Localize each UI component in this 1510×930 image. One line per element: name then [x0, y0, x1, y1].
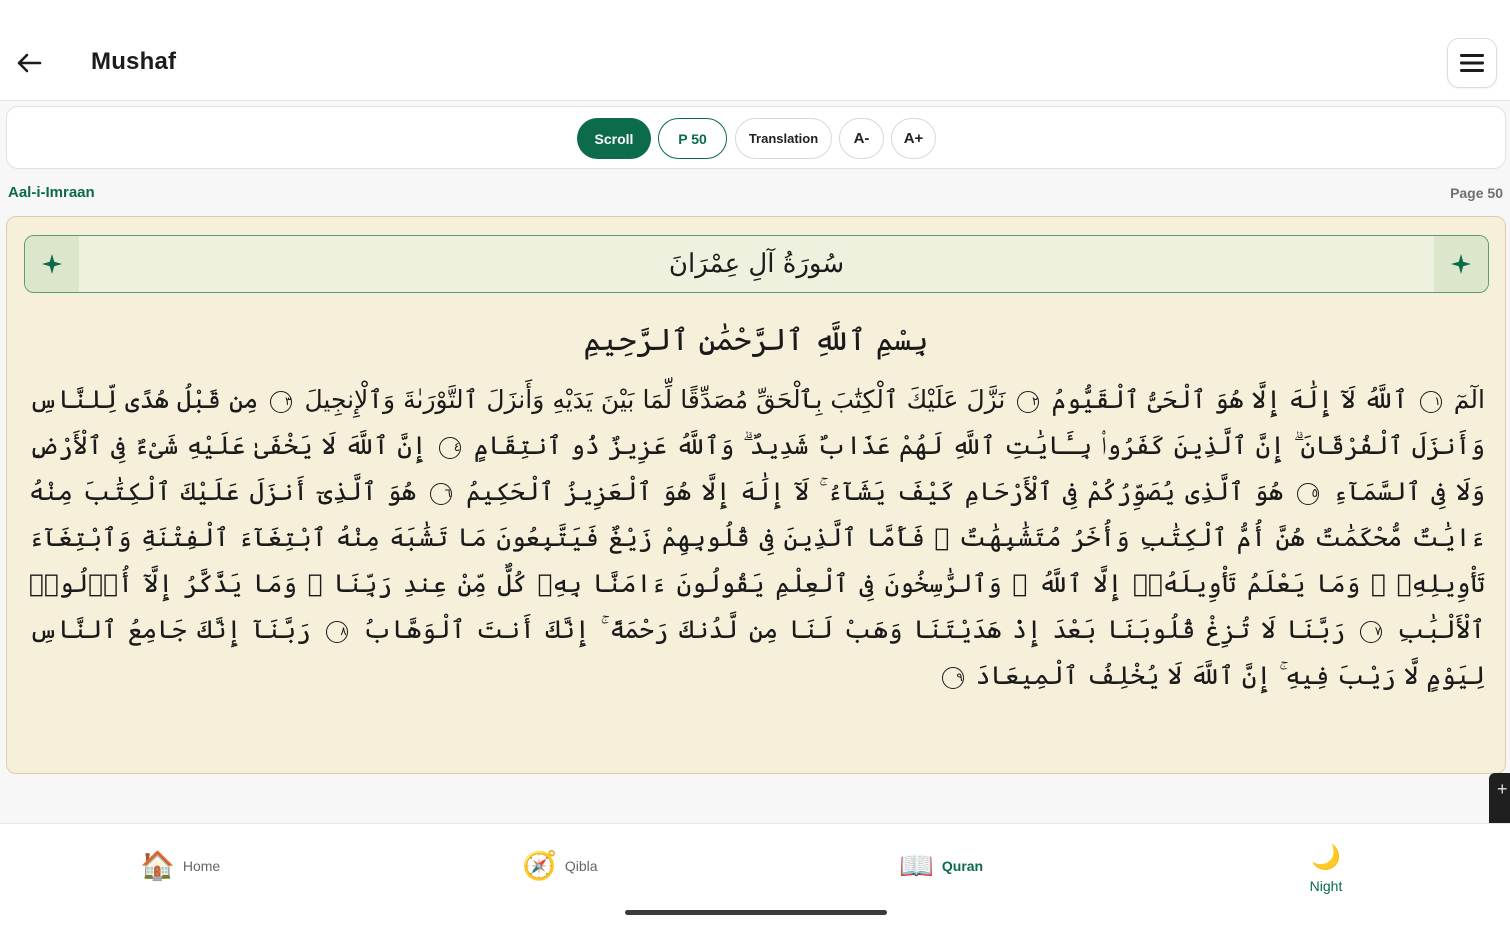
basmala: بِسْمِ ٱللَّهِ ٱلرَّحْمَٰنِ ٱلرَّحِيمِ: [583, 323, 929, 358]
ayah-text: إِنَّ ٱللَّهَ لَا يَخْفَىٰ عَلَيْهِ شَىْءٌ فِى ٱلْأَرْضِ وَلَا فِى ٱلسَّمَآءِ: [29, 431, 1486, 506]
ayah-number-marker: ٧: [1360, 621, 1382, 643]
surah-name: Aal-i-Imraan: [8, 184, 95, 201]
app-header: [0, 0, 1510, 101]
ayah-number-marker: ٩: [942, 667, 964, 689]
back-button[interactable]: [10, 44, 48, 82]
page-title: Mushaf: [91, 48, 177, 75]
four-point-star-icon: [1450, 253, 1472, 275]
translation-button[interactable]: Translation: [735, 118, 832, 159]
surah-banner: [24, 235, 1489, 293]
open-book-icon: 📖: [899, 850, 934, 881]
crescent-moon-icon: 🌙: [1311, 844, 1341, 871]
nav-qibla-label: Qibla: [564, 858, 598, 874]
decrease-font-button[interactable]: A-: [839, 118, 884, 159]
ayah-number-marker: ٦: [430, 483, 452, 505]
mushaf-page: [6, 216, 1506, 774]
ayah-text: ٱللَّهُ لَآ إِلَٰهَ إِلَّا هُوَ ٱلْحَىُّ ٱلْقَيُّومُ: [1051, 385, 1408, 414]
ayah-text: نَزَّلَ عَلَيْكَ ٱلْكِتَٰبَ بِٱلْحَقِّ مُصَدِّقًا لِّمَا بَيْنَ يَدَيْهِ وَأَنزَلَ ٱلتَّوْرَىٰةَ وَٱلْإِنجِيلَ: [304, 385, 1006, 414]
home-indicator: [625, 910, 887, 915]
ayah-number-marker: ٤: [439, 437, 461, 459]
ayah-text: هُوَ ٱلَّذِىٓ أَنزَلَ عَلَيْكَ ٱلْكِتَٰبَ مِنْهُ ءَايَٰتٌ مُّحْكَمَٰتٌ هُنَّ أُمُّ ٱلْكِتَٰبِ وَأُخَرُ مُتَشَٰبِهَٰتٌ ۖ فَأَمَّا ٱلَّذِينَ فِى قُلُوبِهِمْ زَيْغٌ فَيَتَّبِعُونَ مَا تَشَٰبَهَ مِنْهُ ٱبْتِغَآءَ ٱلْفِتْنَةِ وَٱبْتِغَآءَ تَأْوِيلِهِۦ ۗ وَمَا يَعْلَمُ تَأْوِيلَهُۥٓ إِلَّا ٱللَّهُ ۗ وَٱلرَّٰسِخُونَ فِى ٱلْعِلْمِ يَقُولُونَ ءَامَنَّا بِهِۦ كُلٌّ مِّنْ عِندِ رَبِّنَا ۗ وَمَا يَذَّكَّرُ إِلَّآ أُو۟لُوا۟ ٱلْأَلْبَٰبِ: [29, 477, 1485, 644]
verses-block: [29, 377, 1485, 699]
surah-banner-title: سُورَةُ آلِ عِمْرَانَ: [668, 249, 845, 279]
reader-toolbar: [6, 106, 1506, 169]
compass-icon: 🧭: [522, 850, 557, 881]
ayah-number-marker: ٨: [326, 621, 348, 643]
night-mode-label: Night: [1309, 878, 1343, 894]
page-number-button[interactable]: P 50: [658, 118, 727, 159]
ayah-number-marker: ٥: [1297, 483, 1319, 505]
ayah-number-marker: ١: [1420, 391, 1442, 413]
nav-quran[interactable]: [899, 850, 983, 882]
night-mode-toggle[interactable]: [1300, 844, 1352, 894]
page-indicator: Page 50: [1450, 185, 1503, 201]
nav-qibla[interactable]: [522, 850, 598, 882]
menu-button[interactable]: [1447, 38, 1497, 88]
ayah-text: مِن قَبْلُ هُدًى لِّلنَّاسِ وَأَنزَلَ ٱلْفُرْقَانَ ۗ إِنَّ ٱلَّذِينَ كَفَرُوا۟ بِـَٔايَٰتِ ٱللَّهِ لَهُمْ عَذَابٌ شَدِيدٌ ۗ وَٱللَّهُ عَزِيزٌ ذُو ٱنتِقَامٍ: [29, 385, 1485, 460]
side-widget-plus: +: [1497, 779, 1508, 799]
nav-quran-label: Quran: [941, 858, 984, 874]
ayah-text: هُوَ ٱلَّذِى يُصَوِّرُكُمْ فِى ٱلْأَرْحَامِ كَيْفَ يَشَآءُ ۚ لَآ إِلَٰهَ إِلَّا هُوَ ٱلْعَزِيزُ ٱلْحَكِيمُ: [466, 477, 1284, 506]
ayah-number-marker: ٣: [270, 391, 292, 413]
ayah-text: الٓمٓ: [1453, 385, 1485, 414]
ayah-text: رَبَّنَا لَا تُزِغْ قُلُوبَنَا بَعْدَ إِذْ هَدَيْتَنَا وَهَبْ لَنَا مِن لَّدُنكَ رَحْمَةً ۚ إِنَّكَ أَنتَ ٱلْوَهَّابُ: [362, 615, 1346, 644]
ayah-number-marker: ٢: [1017, 391, 1039, 413]
banner-ornament-left: [25, 236, 79, 292]
scroll-mode-button[interactable]: Scroll: [577, 118, 651, 159]
ayah-text: رَبَّنَآ إِنَّكَ جَامِعُ ٱلنَّاسِ لِيَوْمٍ لَّا رَيْبَ فِيهِ ۚ إِنَّ ٱللَّهَ لَا يُخْلِفُ ٱلْمِيعَادَ: [29, 615, 1485, 690]
banner-ornament-right: [1434, 236, 1488, 292]
hamburger-menu-icon: [1459, 52, 1485, 74]
nav-home[interactable]: [140, 850, 220, 882]
arrow-left-icon: [16, 52, 42, 74]
increase-font-button[interactable]: A+: [891, 118, 936, 159]
nav-home-label: Home: [182, 858, 221, 874]
four-point-star-icon: [41, 253, 63, 275]
house-icon: 🏠: [140, 850, 175, 881]
